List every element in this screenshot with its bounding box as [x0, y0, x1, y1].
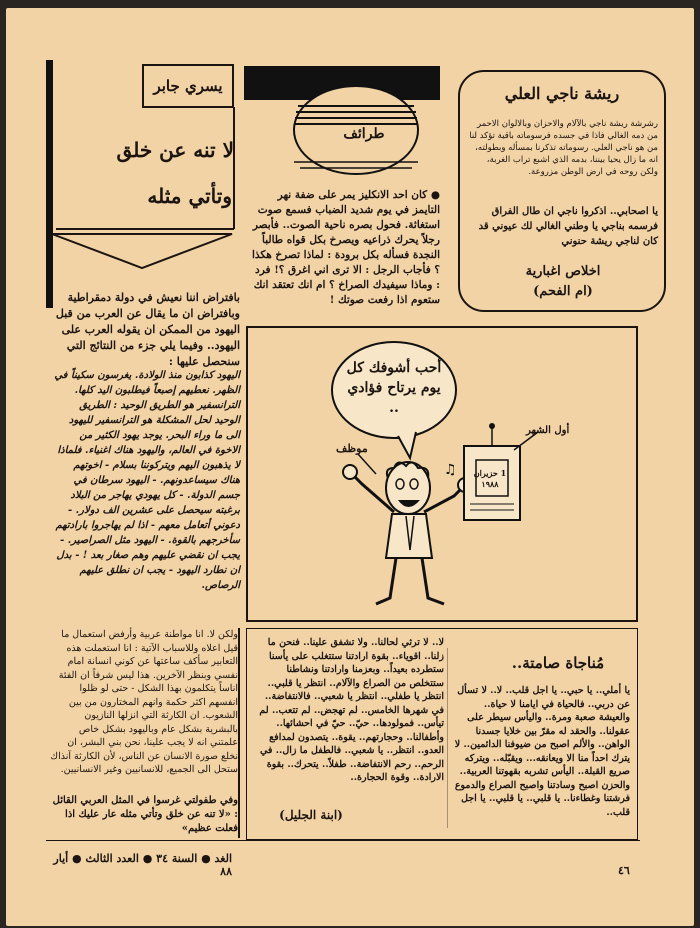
munajat-signature: (ابنة الجليل) — [279, 808, 343, 822]
signature-name: اخلاص اغبارية — [525, 264, 601, 279]
munajat-text-right: يا أملي.. يا حبي.. يا اجل قلب.. لا.. لا تسأل عن دربي.. فالحياة في ايامنا لا حياة.. والعيشة صعبة ومرة.. واليأس سيطر على عقولنا.. والحقد له مقرّ بين خلايا جسدنا الواهن.. والألم اصبح من ضيوفنا الدائمين.. لا يترك احداً منا الا ويعانقه... ويقبّله.. ويتركه صريع القبلة.. اليأس تشربه بقهوتنا العربية.. والحزن اصبح وسادتنا واصبح الصراع والدموع فرشتنا وغطاءنا.. يا قلبي.. يا قلبي.. يا اجل قلب.. — [454, 685, 630, 818]
headline-line-2: وتأتي مثله — [147, 184, 232, 208]
joke-text: ● كان احد الانكليز يمر على ضفة نهر التايمز في يوم شديد الضباب فسمع صوت استغاثة. فحول بصره ناحية الصوت.. فأبصر رجلاً يحرك ذراعيه ويصرخ بكل قواه طالباً النجدة فسأله بكل برودة : لماذا تصرخ هكذا ؟ فأجاب الرجل : الا ترى اني اغرق ؟! فرد : وماذا سيفيدك الصراخ ؟ ام انك تعتقد انك ستعوم اذا رفعت صوتك ! — [251, 189, 440, 306]
calendar-date: 1 حزيران ١٩٨٨ — [473, 468, 507, 489]
svg-text:♫: ♫ — [444, 462, 457, 478]
speech-bubble-text: أحب أشوفك كل يوم يرتاح فؤادي .. — [346, 360, 442, 416]
magazine-page — [6, 8, 694, 926]
chevron-down-icon — [46, 230, 236, 272]
article-intro: بافتراض اننا نعيش في دولة دمقراطية وبافتراض ان ما يقال عن العرب من قبل اليهود من الممكن ان يقوله العرب على اليهود.. وفيما يلي جزء من النتائج التي سنحصل عليها : — [55, 291, 240, 368]
article-body: ولكن لا. انا مواطنة عربية وأرفض استعمال ما قيل اعلاه وللاسباب الآتية : انا استعملت هذه التعابير سأكف ساعتها عن كوني انسانة امام نفسي وبنظر الآخرين. هذا ليس شرفاً ان الفئة اناساً يتكلمون بهذا الشكل - حتى لو ظلوا انفسهم اكثر حكمة وانهم المختارون من بين الشعوب. ان الكارثة التي انزلها النازيون بالبشرية بشكل عام وباليهود بشكل خاص علمتني انه لا يجب علينا، نحن بني البشر، ان نخلع صورة الانسان عن الناس، لأن الكارثة آنذاك ستحل الى الجميع، للانسانيين وغير الانسانيين. — [50, 629, 238, 775]
page-number: ٤٦ — [618, 864, 630, 877]
poem-verses: يا اصحابي.. اذكروا ناجي ان طال الفراق فرسمه بناجي يا وطني الغالي لك عيوني قد كان لناجي ريشة حنوني — [478, 206, 658, 247]
footer-rule — [46, 840, 640, 841]
headline-frame — [46, 103, 236, 233]
article-quotes: اليهود كذابون منذ الولادة. يغرسون سكيناً في الظهر. نعطيهم إصبعاً فيطلبون اليد كلها. الترانسفير هو الطريق الوحيد : الطريق الوحيد لحل المشكلة هو الترانسفير لليهود الى ما وراء البحر. يوجد يهود الكثير من الاخوة في العالم، واليهود هناك اغنياء. فلماذا لا يذهبون اليهم ويتركوننا بسلام - اخوتهم هناك سيساعدونهم. - اليهود سرطان في جسم الدولة. - كل يهودي يهاجر من البلاد برغبته سيحصل على عشرين الف دولار. - دعوني أتعامل معهم - اذا لم يهاجروا بارادتهم سأخرجهم بالقوة. - اليهود مثل الصراصير. - يجب ان نقضي عليهم وهم صغار بعد ! - بدل ان نطارد اليهود - يجب ان نطلق عليهم الرصاص. — [54, 370, 240, 591]
cartoon-label-employee: موظف — [336, 442, 368, 455]
column-rule — [238, 628, 240, 838]
cartoon-label-first-of-month: أول الشهر — [526, 425, 570, 436]
headline-line-1: لا تنه عن خلق — [116, 138, 234, 162]
poem-title: ريشة ناجي العلي — [504, 84, 620, 103]
munajat-title: مُناجاة صامتة.. — [511, 654, 605, 672]
munajat-divider — [447, 648, 448, 828]
section-label: طرائف — [343, 126, 385, 142]
munajat-text-left: لا.. لا ترثي لحالنا.. ولا تشفق علينا.. فنحن ما زلنا.. اقوياء.. بقوة ارادتنا ستتغلب على يأسنا ستطرده بعيداً.. وبعزمنا وارادتنا ونشاطنا ستتخلص من الصراع والآلام.. انتظر يا قلبي.. انتظر يا طفلي.. انتظر يا شعبي.. فالانتفاضة.. في شهرها الخامس.. لم تهجض.. لم تتعب.. لم تيأس.. فمولودها.. حيّ.. حيّ في احشائها.. وأطفالنا.. وحجارتهم.. يقوة.. يتصدون لمدافع العدو.. انتظر.. يا شعبي.. فالطفل ما زال.. في الرحم.. رحم الانتفاضة.. طفلاً.. يتحرك.. بقوة الارادة.. وقوة الحجارة.. — [259, 637, 444, 783]
footer-issue: الغد ● السنة ٣٤ ● العدد الثالث ● أيار ٨٨ — [53, 852, 232, 878]
author-box: يسري جابر — [142, 64, 234, 108]
tarayif-header-graphic — [244, 66, 440, 178]
article-ending: وفي طفولتي غرسوا في المثل العربي القائل : «لا تنه عن خلق وتأتي مثله عار عليك اذا فعلت عظيم» — [52, 795, 238, 834]
cartoon-illustration — [248, 328, 636, 620]
poem-signature — [468, 262, 658, 302]
poem-intro: رشرشة ريشة ناجي بالآلام والاحزان وبالالوان الاحمر من دمه الغالي فاذا في جسده فرسوماته باقية تؤكد لنا من هو ناجي العلي. رسوماته تذكرنا بمسأله وبطولته، انه ما زال يحيا بيننا، بدمه الذي اشبع تراب الغربة، ولكن روحه في ارض الوطن مزروعة. — [469, 119, 658, 177]
signature-place: (ام الفحم) — [533, 284, 593, 299]
